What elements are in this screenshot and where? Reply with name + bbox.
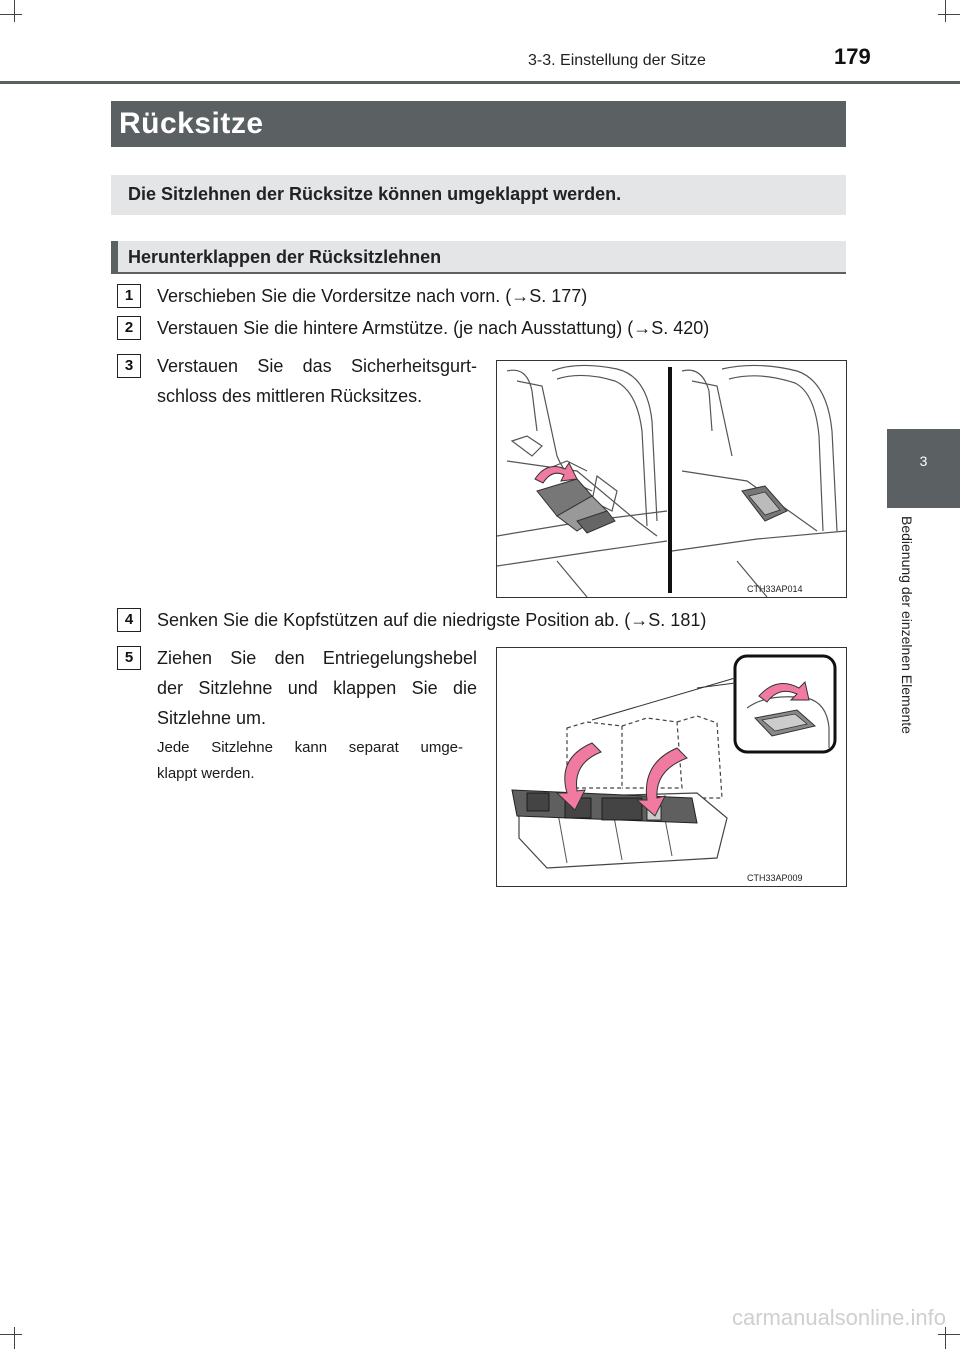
step-note-line1: Jede Sitzlehne kann separat umge- <box>157 739 463 756</box>
step-number-5: 5 <box>117 646 141 670</box>
crop-mark <box>14 1327 15 1349</box>
seat-fold-illustration <box>497 648 846 886</box>
step-number-4: 4 <box>117 608 141 632</box>
step-number-1: 1 <box>117 284 141 308</box>
page-title: Rücksitze <box>119 107 264 140</box>
subheading-accent <box>111 241 118 274</box>
subheading-text: Herunterklappen der Rücksitzlehnen <box>128 247 442 267</box>
header-rule <box>0 81 960 84</box>
chapter-label-wrap <box>896 516 916 816</box>
intro-text: Die Sitzlehnen der Rücksitze können umgeklappt werden. <box>128 184 622 204</box>
chapter-number: 3 <box>919 453 928 469</box>
crop-mark <box>945 0 946 22</box>
step-text-5-line3: Sitzlehne um. <box>157 708 267 728</box>
step-number-2: 2 <box>117 316 141 340</box>
step-text-3-line2: schloss des mittleren Rücksitzes. <box>157 386 423 406</box>
step-text-5-line1: Ziehen Sie den Entriegelungshebel <box>157 648 477 668</box>
step-text-4: Senken Sie die Kopfstützen auf die niedrigste Position ab. (→S. 181) <box>157 610 707 630</box>
figure-code-2: CTH33AP009 <box>747 873 803 883</box>
crop-mark <box>938 1334 960 1335</box>
crop-mark <box>14 0 15 22</box>
chapter-label: Bedienung der einzelnen Elemente <box>899 516 915 734</box>
seatbelt-illustration <box>497 361 846 597</box>
page-number: 179 <box>834 44 871 69</box>
intro-box <box>111 175 846 215</box>
figure-code-1: CTH33AP014 <box>747 584 803 594</box>
subheading-box <box>111 241 846 274</box>
chapter-tab <box>887 429 960 508</box>
crop-mark <box>0 14 22 15</box>
step-note-line2: klappt werden. <box>157 765 255 782</box>
crop-mark <box>938 14 960 15</box>
crop-mark <box>0 1334 22 1335</box>
section-header: 3-3. Einstellung der Sitze <box>528 52 706 69</box>
inset-frame <box>735 656 835 752</box>
step-text-3-line1: Verstauen Sie das Sicherheitsgurt- <box>157 356 477 376</box>
step-text-1: Verschieben Sie die Vordersitze nach vorn. (→S. 177) <box>157 286 588 306</box>
buckle-right <box>742 486 787 521</box>
figure-seatbelt-buckle <box>496 360 847 598</box>
figure-seat-fold <box>496 647 847 887</box>
title-bar <box>111 101 846 147</box>
watermark: carmanualsonline.info <box>731 1305 946 1330</box>
step-text-2: Verstauen Sie die hintere Armstütze. (je nach Ausstattung) (→S. 420) <box>157 318 710 338</box>
step-text-5-line2: der Sitzlehne und klappen Sie die <box>157 678 477 698</box>
step-number-3: 3 <box>117 354 141 378</box>
panel-divider <box>668 367 672 593</box>
